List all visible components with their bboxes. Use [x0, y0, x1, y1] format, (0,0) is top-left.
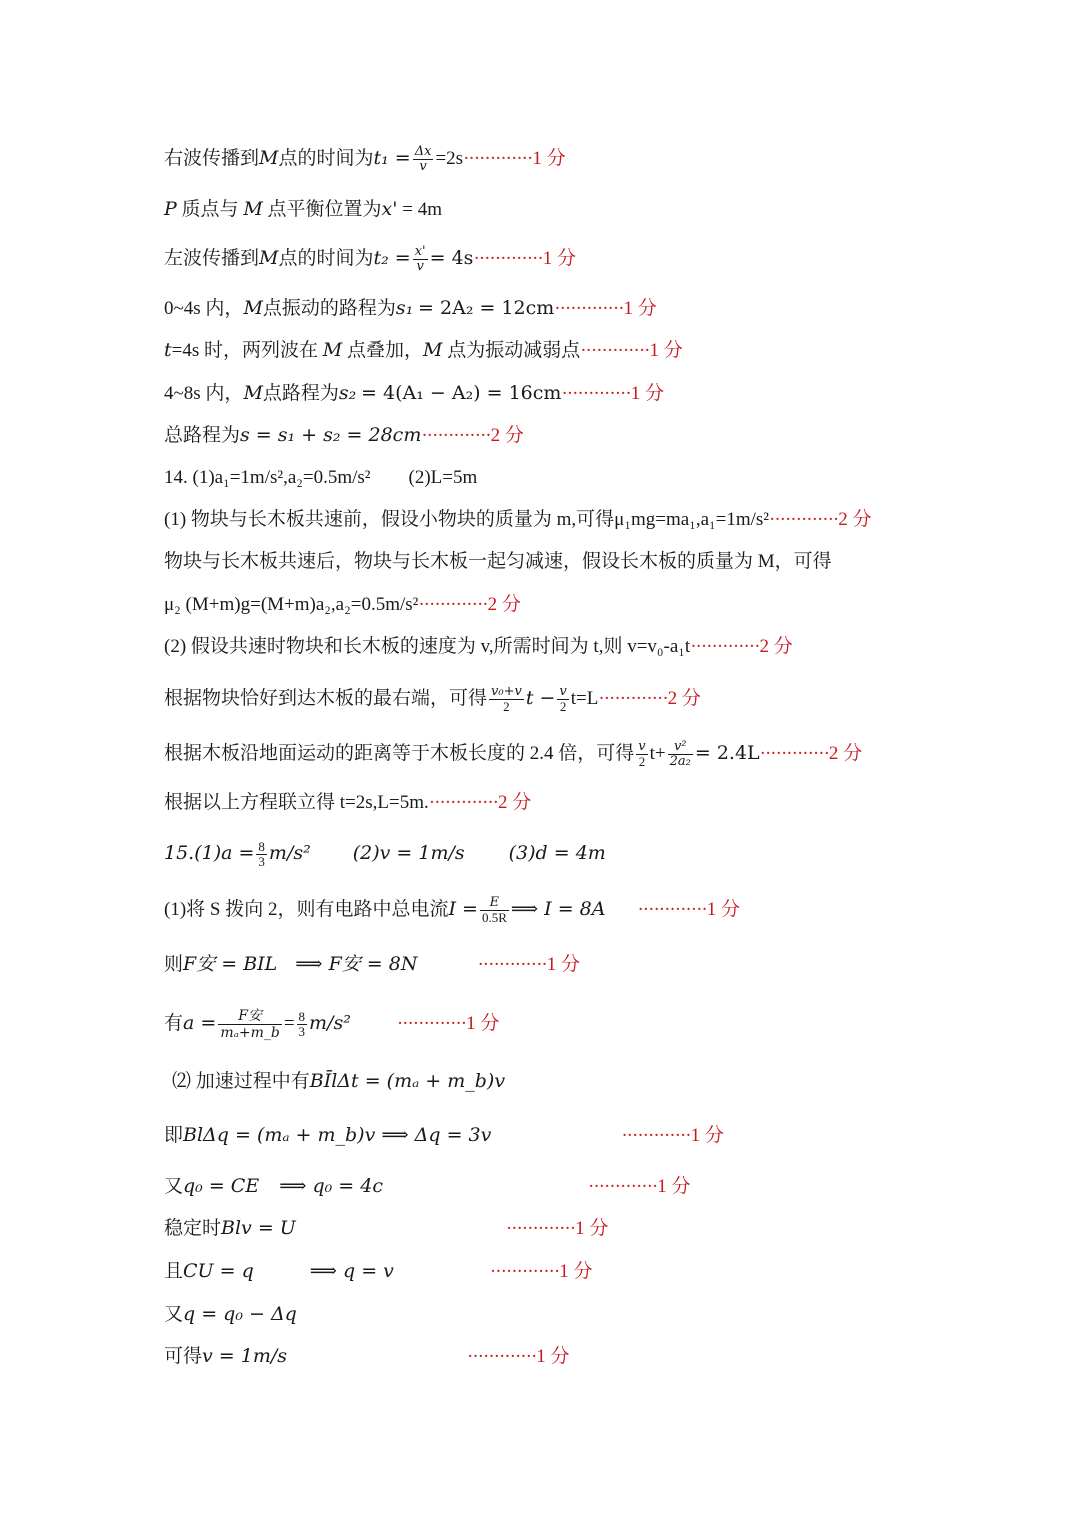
text: μ₂ (M+m)g=(M+m)a₂,a₂=0.5m/s²: [164, 594, 419, 615]
score-label: 2 分: [838, 509, 872, 530]
fraction-8-over-3b: $\frac{8}{3}$: [298, 1009, 306, 1039]
symbol-t2: t₂ =: [373, 247, 411, 269]
fraction-v0-plus-v: $\frac{\text{v₀+v}}{2}$: [491, 684, 522, 715]
text: = 4s: [429, 247, 474, 269]
line-q15-charge: [164, 1121, 724, 1150]
score-label: 1 分: [542, 248, 576, 269]
score-label: 1 分: [657, 1176, 691, 1197]
fraction-t2: $\frac{x'}{v}$: [414, 244, 426, 275]
symbol-x-prime: x': [381, 198, 398, 220]
score-dots: ·············: [463, 148, 533, 169]
score-dots: ·············: [418, 594, 488, 615]
text: 点振动的路程为: [262, 298, 396, 319]
score-dots: ·············: [473, 248, 543, 269]
score-label: 1 分: [532, 148, 566, 169]
text: = 4(A₁ − A₂) = 16cm: [361, 382, 562, 404]
line-q14-distance: [164, 739, 862, 769]
fraction-t1: $\frac{\Delta x}{v}$: [414, 144, 432, 175]
text: = 2A₂ = 12cm: [418, 297, 555, 319]
text: 又: [164, 1304, 184, 1325]
score-label: 2 分: [828, 743, 863, 764]
symbol-t: t: [164, 339, 172, 361]
symbol-m: M: [423, 339, 443, 361]
score-dots: ·············: [467, 1346, 537, 1367]
score-label: 1 分: [546, 954, 581, 975]
symbol-s1: s₁: [395, 297, 414, 319]
symbol-s2: s₂: [338, 382, 357, 404]
text: BĪlΔt = (mₐ + m_b)v: [309, 1070, 506, 1092]
text: q₀ = CE: [183, 1175, 260, 1197]
text: 物块与长木板共速后，物块与长木板一起匀减速，假设长木板的质量为 M，可得: [164, 551, 832, 572]
score-label: 1 分: [706, 899, 740, 920]
line-q15-force: [164, 950, 580, 979]
text: = 4m: [402, 199, 442, 220]
score-dots: ·············: [477, 954, 547, 975]
line-total-path: [164, 421, 524, 450]
line-q15-cu: [164, 1257, 592, 1286]
text: 点为振动减弱点: [447, 340, 581, 361]
symbol-m: M: [259, 147, 279, 169]
line-superposition: [164, 336, 683, 365]
score-label: 2 分: [667, 688, 701, 709]
line-q14-part2: [164, 633, 793, 661]
score-label: 2 分: [498, 792, 532, 813]
text: (3)d = 4m: [508, 842, 606, 864]
text: t+: [649, 743, 666, 764]
text: 点的时间为: [278, 148, 374, 169]
line-q15-part2: [172, 1067, 505, 1096]
text: 即: [164, 1125, 184, 1146]
text: 点的时间为: [278, 248, 374, 269]
text: 根据以上方程联立得 t=2s,L=5m.: [164, 792, 429, 813]
score-label: 1 分: [630, 383, 664, 404]
line-p-m-distance: [164, 195, 442, 224]
text: CU = q: [183, 1260, 254, 1282]
text: 稳定时: [164, 1218, 222, 1239]
score-label: 1 分: [623, 298, 657, 319]
text: a =: [183, 1011, 217, 1034]
score-dots: ·············: [637, 899, 707, 920]
score-dots: ·············: [759, 743, 829, 764]
text: 点叠加，: [346, 340, 423, 361]
line-q15-acceleration: [164, 1008, 499, 1041]
score-dots: ·············: [428, 792, 499, 813]
score-dots: ·············: [489, 1261, 560, 1282]
score-label: 1 分: [690, 1125, 724, 1146]
symbol-t1: t₁ =: [373, 147, 411, 169]
symbol-m: M: [322, 339, 343, 361]
line-q14-right-end: [164, 684, 701, 714]
line-q15-q0: [164, 1172, 691, 1201]
line-q14-mu2: [164, 591, 521, 619]
text: 且: [164, 1261, 184, 1282]
text: I =: [448, 898, 478, 920]
text: t −: [525, 687, 556, 709]
symbol-m: M: [243, 382, 263, 404]
fraction-f-over-mass: $\frac{\text{F安}}{\text{mₐ+m\_b}}$: [220, 1008, 280, 1041]
text: m/s²: [309, 1011, 351, 1034]
score-dots: ·············: [421, 425, 491, 446]
text: ⟹ F安 = 8N: [295, 953, 418, 975]
text: = 2.4L: [694, 742, 760, 764]
score-dots: ·············: [690, 636, 760, 657]
text: 点平衡位置为: [267, 199, 382, 220]
score-label: 2 分: [490, 425, 524, 446]
score-dots: ·············: [554, 298, 624, 319]
text: 左波传播到: [164, 248, 260, 269]
score-dots: ·············: [505, 1218, 576, 1239]
text: =2s: [435, 148, 464, 169]
score-dots: ·············: [580, 340, 650, 361]
symbol-m: M: [259, 247, 279, 269]
text: (2)L=5m: [408, 467, 478, 488]
score-dots: ·············: [561, 383, 631, 404]
score-label: 1 分: [559, 1261, 593, 1282]
score-dots: ·············: [588, 1176, 658, 1197]
text: 0~4s 内，: [164, 298, 244, 319]
score-label: 1 分: [649, 340, 683, 361]
text: q = q₀ − Δq: [183, 1303, 297, 1325]
fraction-v-over-2: $\frac{v}{2}$: [559, 684, 567, 715]
text: m/s²: [268, 842, 311, 864]
symbol-p: P: [164, 198, 177, 220]
score-dots: ·············: [396, 1012, 467, 1034]
score-dots: ·············: [769, 509, 839, 530]
line-q14-answer: [164, 464, 477, 492]
text: =: [283, 1012, 295, 1034]
text: 则: [164, 954, 184, 975]
fraction-v-over-2b: $\frac{v}{2}$: [638, 739, 646, 770]
text: 质点与: [181, 199, 239, 220]
text: BlΔq = (mₐ + m_b)v ⟹ Δq = 3v: [183, 1124, 492, 1146]
line-q14-solution: [164, 789, 531, 817]
text: 14. (1)a₁=1m/s²,a₂=0.5m/s²: [164, 467, 371, 488]
text: Blv = U: [221, 1217, 296, 1239]
text: (1) 物块与长木板共速前，假设小物块的质量为 m,可得μ₁mg=ma₁,a₁=1m/s²: [164, 509, 769, 530]
text: 可得: [164, 1346, 203, 1367]
score-dots: ·············: [621, 1125, 691, 1146]
text: ⟹ I = 8A: [510, 898, 606, 920]
score-dots: ·············: [598, 688, 668, 709]
fraction-v2-over-2a2: $\frac{\text{v²}}{\text{2a₂}}$: [669, 739, 691, 770]
line-q14-after-sync: [164, 548, 832, 576]
symbol-m: M: [243, 297, 263, 319]
text: 总路程为: [164, 425, 241, 446]
line-q15-steady: [164, 1214, 608, 1243]
text: 点路程为: [262, 383, 339, 404]
text: 右波传播到: [164, 148, 260, 169]
line-q15-answer: [164, 839, 606, 869]
text: ⟹ q = v: [309, 1260, 394, 1282]
text: t=L: [570, 688, 599, 709]
text: 有: [164, 1012, 184, 1034]
fraction-8-over-3: $\frac{8}{3}$: [258, 839, 265, 870]
line-q15-current: [164, 895, 740, 925]
text: F安 = BIL: [183, 953, 278, 975]
line-wave-left-time: [164, 244, 576, 274]
text: 15.(1)a =: [164, 842, 255, 864]
text: s = s₁ + s₂ = 28cm: [240, 424, 422, 446]
line-wave-right-time: [164, 144, 566, 174]
score-label: 1 分: [575, 1218, 609, 1239]
line-path-4-8s: [164, 379, 664, 408]
text: 又: [164, 1176, 184, 1197]
symbol-m: M: [243, 198, 263, 220]
text: =4s 时，两列波在: [171, 340, 319, 361]
text: 4~8s 内，: [164, 383, 244, 404]
score-label: 1 分: [466, 1012, 500, 1034]
score-label: 1 分: [536, 1346, 570, 1367]
text: (1)将 S 拨向 2，则有电路中总电流: [164, 899, 449, 920]
line-q15-q-relation: [164, 1300, 297, 1329]
text: 根据木板沿地面运动的距离等于木板长度的 2.4 倍，可得: [164, 743, 635, 764]
text: 根据物块恰好到达木板的最右端，可得: [164, 688, 488, 709]
line-path-0-4s: [164, 294, 657, 323]
text: ⑵ 加速过程中有: [172, 1071, 310, 1092]
fraction-e-over-05r: $\frac{E}{0.5R}$: [481, 895, 507, 926]
line-q14-part1: [164, 506, 872, 534]
score-label: 2 分: [759, 636, 793, 657]
text: (2) 假设共速时物块和长木板的速度为 v,所需时间为 t,则 v=v₀-a₁t: [164, 636, 691, 657]
line-q15-result: [164, 1342, 570, 1371]
score-label: 2 分: [487, 594, 521, 615]
text: v = 1m/s: [202, 1345, 288, 1367]
text: ⟹ q₀ = 4c: [279, 1175, 383, 1197]
text: (2)v = 1m/s: [352, 842, 465, 864]
